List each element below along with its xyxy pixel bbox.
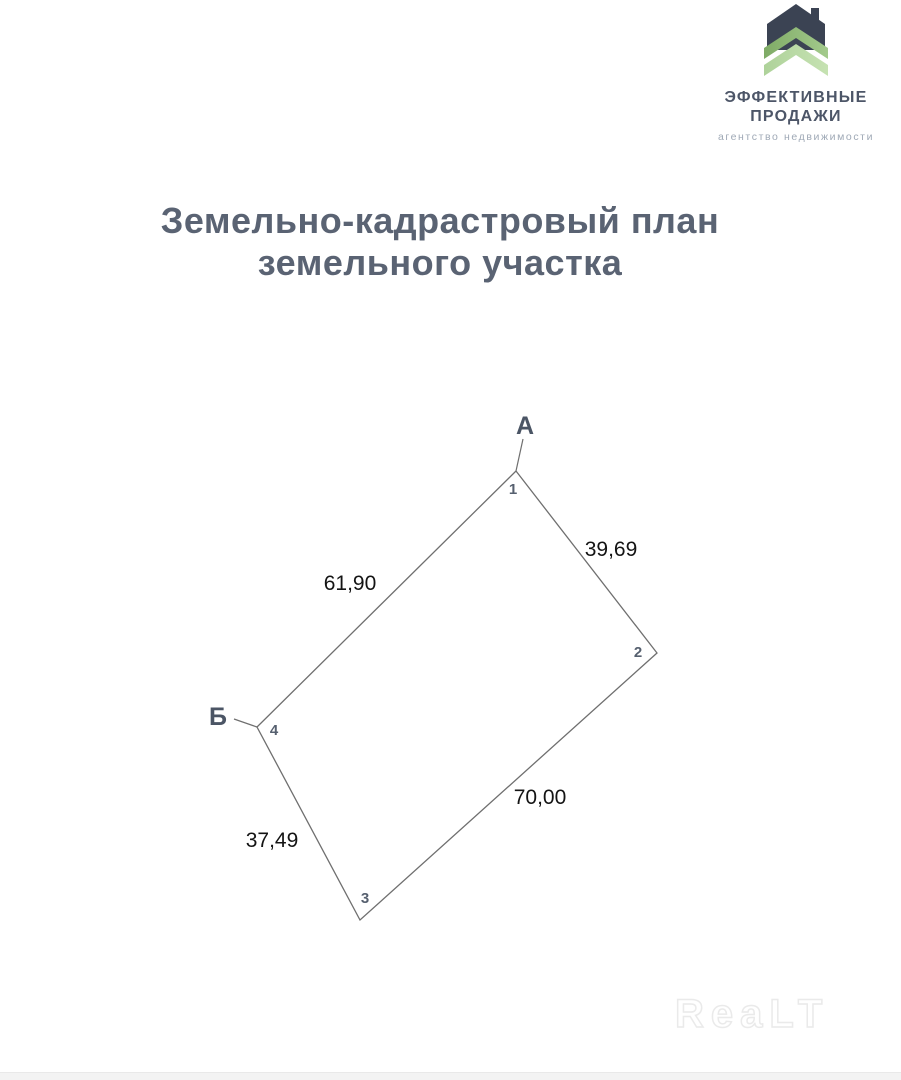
- land-plan-diagram: [150, 400, 710, 945]
- vertex-2-label: 2: [633, 644, 643, 661]
- agency-logo: [681, 3, 901, 143]
- logo-tagline: агентство недвижимости: [717, 131, 875, 143]
- point-a-leader-line: [516, 439, 523, 471]
- page-title: [0, 200, 880, 285]
- brand-name-line1: ЭФФЕКТИВНЫЕ: [724, 89, 868, 106]
- measurement-side-2-3: 70,00: [513, 786, 567, 809]
- point-b-leader-line: [234, 719, 257, 727]
- title-line-1: Земельно-кадрастровый план: [160, 200, 720, 241]
- realt-watermark: ReaLT: [675, 992, 830, 1036]
- vertex-1-label: 1: [508, 481, 518, 498]
- measurement-side-1-2: 39,69: [584, 538, 638, 561]
- title-line-2: земельного участка: [257, 242, 623, 284]
- vertex-4-label: 4: [269, 722, 279, 739]
- point-b-label: Б: [209, 703, 227, 731]
- measurement-side-3-4: 37,49: [245, 829, 299, 852]
- brand-name-line2: ПРОДАЖИ: [750, 108, 842, 125]
- vertex-3-label: 3: [360, 890, 370, 907]
- point-a-label: А: [515, 412, 535, 440]
- agency-house-icon: [758, 3, 834, 81]
- bottom-edge-band: [0, 1072, 901, 1080]
- measurement-side-4-1: 61,90: [323, 572, 377, 595]
